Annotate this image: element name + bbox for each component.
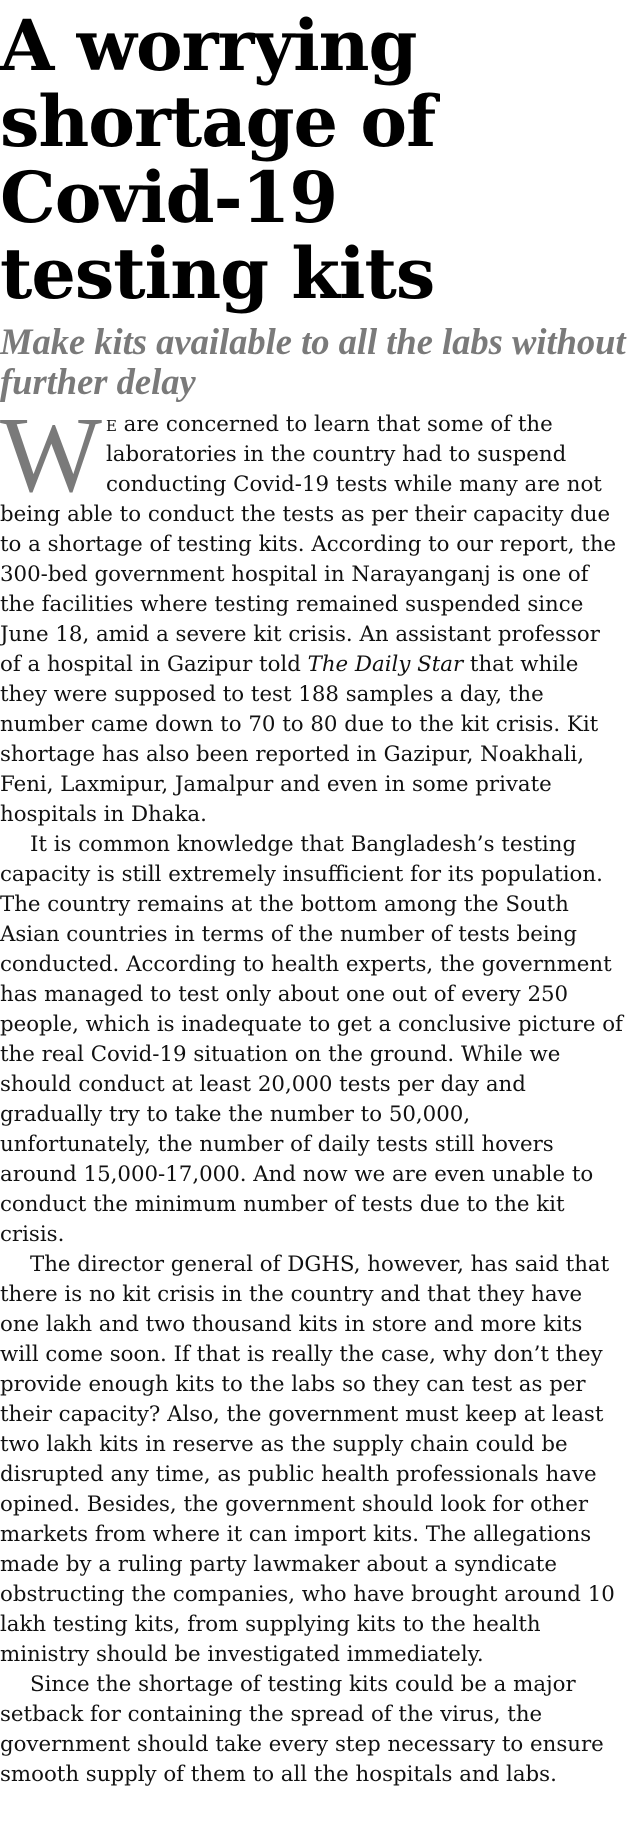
publication-name: The Daily Star [307,652,464,677]
subheadline: Make kits available to all the labs without further delay [0,321,626,402]
paragraph-3: The director general of DGHS, however, has said that there is no kit crisis in the country and that they have one lakh and two thousand kits in store and more kits will come soon. If that is really the case, why don’t they provide enough kits to the labs so they can test as per their capacity? Also, the government must keep at least two lakh kits in reserve as the supply chain could be disrupted any time, as public health professionals have opined. Besides, the government should look for other markets from where it can import kits. The allegations made by a ruling party lawmaker about a syndicate obstructing the companies, who have brought around 10 lakh testing kits, from supplying kits to the health ministry should be investigated immediately. [0,1252,615,1667]
first-word-rest: e [105,412,117,437]
article-body [0,396,626,1790]
headline: A worrying shortage of Covid-19 testing kits [0,4,436,315]
paragraph-1-text-a: are concerned to learn that some of the laboratories in the country had to suspend conducting Covid-19 tests while many are not being able to conduct the tests as per their capacity due to a shortage of testing kits. According to our report, the 300-bed government hospital in Narayanganj is one of the facilities where testing remained suspended since June 18, amid a severe kit crisis. An assistant professor of a hospital in Gazipur told [0,412,617,677]
paragraph-1 [0,396,626,830]
paragraph-2: It is common knowledge that Bangladesh’s testing capacity is still extremely insufficient for its population. The country remains at the bottom among the South Asian countries in terms of the number of tests being conducted. According to health experts, the government has managed to test only about one out of every 250 people, which is inadequate to get a conclusive picture of the real Covid-19 situation on the ground. While we should conduct at least 20,000 tests per day and gradually try to take the number to 50,000, unfortunately, the number of daily tests still hovers around 15,000-17,000. And now we are even unable to conduct the minimum number of tests due to the kit crisis. [0,832,623,1247]
paragraph-1-text-b: that while they were supposed to test 188 samples a day, the number came down to 70 to 80 due to the kit crisis. Kit shortage has also been reported in Gazipur, Noakhali, Feni, Laxmipur, Jamalpur and even in some private hospitals in Dhaka. [0,652,599,827]
drop-cap: W [0,396,102,515]
paragraph-4: Since the shortage of testing kits could be a major setback for containing the spread of the virus, the government should take every step necessary to ensure smooth supply of them to all the hospitals and labs. [0,1672,604,1787]
